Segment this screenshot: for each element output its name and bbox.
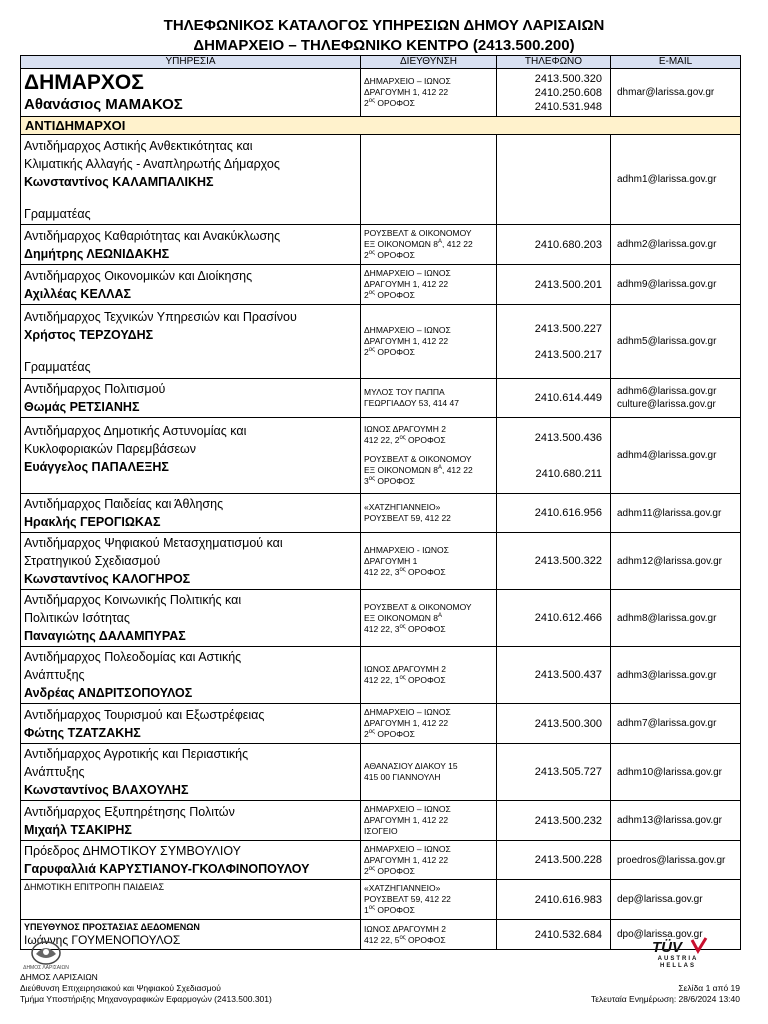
phone-number: 2413.500.320 xyxy=(534,72,602,85)
address-cell xyxy=(361,379,497,418)
email-cell xyxy=(611,135,741,225)
mayor-title: ΔΗΜΑΡΧΟΣ xyxy=(24,70,144,94)
tuv-sub1: AUSTRIA xyxy=(657,956,699,962)
address-cell xyxy=(361,647,497,704)
service-cell xyxy=(21,135,361,225)
address-floor-label: ΟΡΟΦΟΣ xyxy=(405,934,446,945)
official-name: Ιωάννης ΓΟΥΜΕΝΟΠΟΥΛΟΣ xyxy=(24,933,181,947)
phone-number: 2413.500.228 xyxy=(534,854,602,866)
last-updated: Τελευταία Ενημέρωση: 28/6/2024 13:40 xyxy=(591,994,740,1004)
ordinal-suffix: ος xyxy=(399,623,406,630)
phone-cell xyxy=(497,265,611,305)
address-floor-label: ΟΡΟΦΟΣ xyxy=(405,566,446,577)
address-cell xyxy=(361,801,497,841)
phone-cell xyxy=(497,880,611,920)
footer-org-name: ΔΗΜΟΣ ΛΑΡΙΣΑΙΩΝ xyxy=(20,972,98,982)
ordinal-suffix: ος xyxy=(368,476,375,483)
table-row xyxy=(21,225,741,265)
service-title: Αντιδήμαρχος Ψηφιακού Μετασχηματισμού και xyxy=(24,536,283,550)
ordinal-suffix: ος xyxy=(399,675,406,682)
address-line: ΔΗΜΑΡΧΕΙΟ – ΙΩΝΟΣ xyxy=(364,325,451,335)
email-cell xyxy=(611,265,741,305)
phone-number: 2413.500.232 xyxy=(534,814,602,827)
phone-number: 2413.500.322 xyxy=(534,555,602,567)
address-floor-label: ΟΡΟΦΟΣ xyxy=(405,675,446,685)
tuv-certification-logo xyxy=(648,936,712,972)
ordinal-suffix: ος xyxy=(399,934,406,941)
phone-number: 2413.500.437 xyxy=(534,669,602,681)
ordinal-suffix: ος xyxy=(368,98,375,105)
phone-number: 2413.500.201 xyxy=(534,278,602,291)
address-line xyxy=(364,239,493,250)
phone-number: 2410.680.211 xyxy=(535,467,602,480)
address-line xyxy=(364,613,493,624)
service-cell xyxy=(21,494,361,533)
ordinal-suffix: ος xyxy=(368,347,375,354)
page-number: Σελίδα 1 από 19 xyxy=(678,983,740,993)
address-line: ΡΟΥΣΒΕΛΤ & ΟΙΚΟΝΟΜΟΥ xyxy=(364,601,472,612)
address-line: ΔΗΜΑΡΧΕΙΟ – ΙΩΝΟΣ xyxy=(364,707,451,717)
address-line: ΡΟΥΣΒΕΛΤ & ΟΙΚΟΝΟΜΟΥ xyxy=(364,228,472,238)
phone-cell xyxy=(497,379,611,418)
address-floor-label: ΟΡΟΦΟΣ xyxy=(405,623,446,634)
address-line xyxy=(364,935,493,946)
service-cell xyxy=(21,379,361,418)
phone-number: 2410.680.203 xyxy=(534,238,602,251)
address-cell xyxy=(361,744,497,801)
official-name: Χρήστος ΤΕΡΖΟΥΔΗΣ xyxy=(24,327,154,342)
address-floor-label: ΟΡΟΦΟΣ xyxy=(374,98,415,108)
address-line: ΔΗΜΑΡΧΕΙΟ - ΙΩΝΟΣ xyxy=(364,544,449,555)
address-cell xyxy=(361,135,497,225)
service-title: Αντιδήμαρχος Αγροτικής και Περιαστικής xyxy=(24,747,249,761)
phone-number: 2413.500.436 xyxy=(534,431,602,444)
email-link[interactable]: adhm5@larissa.gov.gr xyxy=(617,336,717,347)
table-row xyxy=(21,379,741,418)
service-cell xyxy=(21,69,361,117)
official-name: Αχιλλέας ΚΕΛΛΑΣ xyxy=(24,286,132,301)
municipality-logo xyxy=(20,940,72,970)
email-cell xyxy=(611,801,741,841)
email-cell xyxy=(611,533,741,590)
footer-meta xyxy=(591,983,740,1005)
address-part: 412 22, 2 xyxy=(364,435,400,445)
footer-department: Διεύθυνση Επιχειρησιακού και Ψηφιακού Σχεδιασμού xyxy=(20,983,221,993)
official-name: Δημήτρης ΛΕΩΝΙΔΑΚΗΣ xyxy=(24,246,170,261)
address-cell xyxy=(361,533,497,590)
table-row xyxy=(21,533,741,590)
phone-cell xyxy=(497,135,611,225)
address-part: 412 22, 5 xyxy=(364,934,400,945)
address-line: ΔΡΑΓΟΥΜΗ 1, 412 22 xyxy=(364,336,449,346)
email-cell xyxy=(611,225,741,265)
table-row xyxy=(21,265,741,305)
address-line xyxy=(364,624,493,635)
service-cell xyxy=(21,418,361,494)
section-row xyxy=(21,117,741,135)
service-title: Αντιδήμαρχος Οικονομικών και Διοίκησης xyxy=(24,268,253,283)
table-row xyxy=(21,590,741,647)
address-line xyxy=(364,465,493,476)
service-cell xyxy=(21,265,361,305)
service-title: Αντιδήμαρχος Τεχνικών Υπηρεσιών και Πρασίνου xyxy=(24,309,297,324)
email-link[interactable]: adhm1@larissa.gov.gr xyxy=(617,174,717,185)
address-floor-label: ΟΡΟΦΟΣ xyxy=(374,865,415,876)
address-line: ΡΟΥΣΒΕΛΤ 59, 412 22 xyxy=(364,513,451,523)
official-name: Παναγιώτης ΔΑΛΑΜΠΥΡΑΣ xyxy=(24,629,186,643)
email-link[interactable]: dpo@larissa.gov.gr xyxy=(617,929,703,940)
address-line: ΔΡΑΓΟΥΜΗ 1, 412 22 xyxy=(364,87,449,97)
ordinal-suffix: ος xyxy=(368,865,375,872)
service-title: Αντιδήμαρχος Εξυπηρέτησης Πολιτών xyxy=(24,804,235,819)
service-title: Αντιδήμαρχος Καθαριότητας και Ανακύκλωσης xyxy=(24,228,281,243)
mayor-name: Αθανάσιος ΜΑΜΑΚΟΣ xyxy=(24,95,183,113)
email-link[interactable]: adhm3@larissa.gov.gr xyxy=(617,669,717,681)
email-cell xyxy=(611,590,741,647)
phone-cell xyxy=(497,920,611,950)
service-cell xyxy=(21,841,361,880)
email-link[interactable]: proedros@larissa.gov.gr xyxy=(617,854,726,866)
address-cell xyxy=(361,265,497,305)
service-cell xyxy=(21,225,361,265)
service-cell xyxy=(21,880,361,920)
secretary-label: Γραμματέας xyxy=(24,206,91,221)
document-title: ΤΗΛΕΦΩΝΙΚΟΣ ΚΑΤΑΛΟΓΟΣ ΥΠΗΡΕΣΙΩΝ ΔΗΜΟΥ ΛΑΡΙΣΑΙΩΝ xyxy=(163,17,605,34)
email-link[interactable]: adhm11@larissa.gov.gr xyxy=(617,507,722,519)
address-line xyxy=(364,866,493,877)
column-header-service: ΥΠΗΡΕΣΙΑ xyxy=(21,56,361,69)
email-cell xyxy=(611,305,741,379)
phone-cell xyxy=(497,704,611,744)
section-deputies: ΑΝΤΙΔΗΜΑΡΧΟΙ xyxy=(21,117,741,135)
address-cell xyxy=(361,305,497,379)
phone-cell xyxy=(497,533,611,590)
service-title: Ανάπτυξης xyxy=(24,668,85,682)
phone-cell xyxy=(497,69,611,117)
service-title: ΥΠΕΥΘΥΝΟΣ ΠΡΟΣΤΑΣΙΑΣ ΔΕΔΟΜΕΝΩΝ xyxy=(24,922,200,932)
email-link[interactable]: adhm2@larissa.gov.gr xyxy=(617,239,717,250)
service-title: Αντιδήμαρχος Πολιτισμού xyxy=(24,382,166,396)
service-title: Κλιματικής Αλλαγής - Αναπληρωτής Δήμαρχος xyxy=(24,156,280,171)
email-cell xyxy=(611,744,741,801)
address-line: «ΧΑΤΖΗΓΙΑΝΝΕΙΟ» xyxy=(364,883,441,893)
address-line: 415 00 ΓΙΑΝΝΟΥΛΗ xyxy=(364,772,441,782)
address-line: ΑΘΑΝΑΣΙΟΥ ΔΙΑΚΟΥ 15 xyxy=(364,761,458,771)
phone-number: 2413.500.217 xyxy=(534,348,602,361)
address-floor: 2 xyxy=(364,865,369,876)
email-link[interactable]: dhmar@larissa.gov.gr xyxy=(617,87,715,98)
ordinal-suffix: Α xyxy=(437,239,442,246)
email-link[interactable]: adhm9@larissa.gov.gr xyxy=(617,279,717,290)
address-line xyxy=(364,290,493,301)
table-row xyxy=(21,841,741,880)
address-cell xyxy=(361,880,497,920)
address-floor-label: ΟΡΟΦΟΣ xyxy=(374,729,415,739)
official-name: Μιχαήλ ΤΣΑΚΙΡΗΣ xyxy=(24,822,132,837)
email-cell xyxy=(611,704,741,744)
ordinal-suffix: Α xyxy=(437,465,442,472)
address-line xyxy=(364,347,493,358)
column-header-email: E-MAIL xyxy=(611,56,741,69)
email-cell xyxy=(611,418,741,494)
address-line xyxy=(364,729,493,740)
service-title: Κυκλοφοριακών Παρεμβάσεων xyxy=(24,441,197,456)
document-subtitle: ΔΗΜΑΡΧΕΙΟ – ΤΗΛΕΦΩΝΙΚΟ ΚΕΝΤΡΟ (2413.500.200) xyxy=(193,37,575,54)
tuv-sub2: HELLAS xyxy=(660,963,696,969)
municipality-emblem-icon xyxy=(20,940,72,970)
ordinal-suffix: ος xyxy=(368,905,375,912)
official-name: Ευάγγελος ΠΑΠΑΛΕΞΗΣ xyxy=(24,459,169,474)
address-floor: 3 xyxy=(364,476,369,486)
phone-number: 2413.505.727 xyxy=(534,766,602,778)
ordinal-suffix: ος xyxy=(399,435,406,442)
address-cell xyxy=(361,920,497,950)
address-part: , 412 22 xyxy=(441,465,473,475)
address-floor: 2 xyxy=(364,290,369,300)
phone-number: 2410.616.956 xyxy=(534,507,602,519)
email-cell xyxy=(611,880,741,920)
phone-number: 2410.250.608 xyxy=(534,86,602,99)
email-cell xyxy=(611,379,741,418)
table-row xyxy=(21,305,741,379)
email-link[interactable]: culture@larissa.gov.gr xyxy=(617,399,716,410)
address-floor: 2 xyxy=(364,729,369,739)
table-row xyxy=(21,647,741,704)
address-line: ΙΩΝΟΣ ΔΡΑΓΟΥΜΗ 2 xyxy=(364,664,446,674)
address-line: ΔΡΑΓΟΥΜΗ 1 xyxy=(364,555,418,566)
address-floor: 1 xyxy=(364,905,369,915)
service-title: Ανάπτυξης xyxy=(24,765,85,779)
address-line: ΓΕΩΡΓΙΑΔΟΥ 53, 414 47 xyxy=(364,398,459,408)
email-cell xyxy=(611,647,741,704)
address-line: ΡΟΥΣΒΕΛΤ & ΟΙΚΟΝΟΜΟΥ xyxy=(364,454,472,464)
ordinal-suffix: ος xyxy=(399,566,406,573)
table-row xyxy=(21,801,741,841)
ordinal-suffix: ος xyxy=(368,729,375,736)
phone-number: 2413.500.227 xyxy=(534,322,602,335)
table-row xyxy=(21,744,741,801)
table-row xyxy=(21,494,741,533)
address-line: ΔΡΑΓΟΥΜΗ 1, 412 22 xyxy=(364,718,449,728)
address-cell xyxy=(361,704,497,744)
email-link[interactable]: adhm10@larissa.gov.gr xyxy=(617,766,723,778)
email-link[interactable]: adhm13@larissa.gov.gr xyxy=(617,815,723,826)
service-title: Αντιδήμαρχος Πολεοδομίας και Αστικής xyxy=(24,650,242,664)
phone-cell xyxy=(497,305,611,379)
address-part: 412 22, 3 xyxy=(364,623,400,634)
service-cell xyxy=(21,744,361,801)
email-link[interactable]: dep@larissa.gov.gr xyxy=(617,894,703,905)
email-cell xyxy=(611,69,741,117)
address-line: ΔΡΑΓΟΥΜΗ 1, 412 22 xyxy=(364,815,449,825)
logo-caption: ΔΗΜΟΣ ΛΑΡΙΣΑΙΩΝ xyxy=(23,965,69,970)
address-cell xyxy=(361,494,497,533)
address-line: ΔΗΜΑΡΧΕΙΟ – ΙΩΝΟΣ xyxy=(364,268,451,278)
tuv-brand: TÜV xyxy=(652,939,682,956)
address-part: ΕΞ ΟΙΚΟΝΟΜΩΝ 8 xyxy=(364,465,438,475)
service-title: Αντιδήμαρχος Τουρισμού και Εξωστρέφειας xyxy=(24,707,265,722)
phone-number: 2410.614.449 xyxy=(534,392,602,404)
phone-cell xyxy=(497,801,611,841)
directory-table xyxy=(20,55,741,950)
address-line xyxy=(364,675,493,686)
service-title: Πολιτικών Ισότητας xyxy=(24,611,130,625)
table-header-row xyxy=(21,56,741,69)
service-title: Πρόεδρος ΔΗΜΟΤΙΚΟΥ ΣΥΜΒΟΥΛΙΟΥ xyxy=(24,844,241,858)
service-title: ΔΗΜΟΤΙΚΗ ΕΠΙΤΡΟΠΗ ΠΑΙΔΕΙΑΣ xyxy=(24,882,165,892)
official-name: Κωνσταντίνος ΚΑΛΑΜΠΑΛΙΚΗΣ xyxy=(24,174,214,189)
phone-cell xyxy=(497,647,611,704)
column-header-phone: ΤΗΛΕΦΩΝΟ xyxy=(497,56,611,69)
email-cell xyxy=(611,841,741,880)
service-title: Στρατηγικού Σχεδιασμού xyxy=(24,554,161,568)
service-title: Αντιδήμαρχος Δημοτικής Αστυνομίας και xyxy=(24,423,247,438)
address-line xyxy=(364,905,493,916)
address-part: ΕΞ ΟΙΚΟΝΟΜΩΝ 8 xyxy=(364,612,438,623)
address-cell xyxy=(361,418,497,494)
official-name: Κωνσταντίνος ΚΑΛΟΓΗΡΟΣ xyxy=(24,572,191,586)
phone-cell xyxy=(497,744,611,801)
table-row xyxy=(21,920,741,950)
address-line xyxy=(364,250,493,261)
address-line xyxy=(364,435,493,446)
address-floor-label: ΟΡΟΦΟΣ xyxy=(374,905,415,915)
address-line: ΡΟΥΣΒΕΛΤ 59, 412 22 xyxy=(364,894,451,904)
address-line xyxy=(364,567,493,578)
official-name: Κωνσταντίνος ΒΛΑΧΟΥΛΗΣ xyxy=(24,783,189,797)
address-line: ΙΩΝΟΣ ΔΡΑΓΟΥΜΗ 2 xyxy=(364,923,446,934)
address-floor-label: ΟΡΟΦΟΣ xyxy=(374,347,415,357)
email-link[interactable]: adhm6@larissa.gov.gr xyxy=(617,386,717,397)
official-name: Γαρυφαλλιά ΚΑΡΥΣΤΙΑΝΟΥ-ΓΚΟΛΦΙΝΟΠΟΥΛΟΥ xyxy=(24,862,310,876)
address-floor-label: ΟΡΟΦΟΣ xyxy=(374,290,415,300)
address-line: ΔΗΜΑΡΧΕΙΟ – ΙΩΝΟΣ xyxy=(364,804,451,814)
ordinal-suffix: Α xyxy=(437,612,442,619)
address-line: «ΧΑΤΖΗΓΙΑΝΝΕΙΟ» xyxy=(364,502,441,512)
table-row xyxy=(21,880,741,920)
table-row xyxy=(21,135,741,225)
phone-cell xyxy=(497,494,611,533)
address-cell xyxy=(361,225,497,265)
service-cell xyxy=(21,533,361,590)
table-row xyxy=(21,69,741,117)
phone-number: 2410.612.466 xyxy=(534,612,602,624)
table-row xyxy=(21,418,741,494)
service-cell xyxy=(21,305,361,379)
ordinal-suffix: ος xyxy=(368,250,375,257)
ordinal-suffix: ος xyxy=(368,290,375,297)
address-floor: 2 xyxy=(364,347,369,357)
official-name: Φώτης ΤΖΑΤΖΑΚΗΣ xyxy=(24,725,141,740)
phone-number: 2410.532.684 xyxy=(534,928,602,941)
email-link[interactable]: adhm12@larissa.gov.gr xyxy=(617,555,723,567)
address-part: 412 22, 1 xyxy=(364,675,400,685)
phone-number: 2410.616.983 xyxy=(534,893,602,906)
address-line: ΔΡΑΓΟΥΜΗ 1, 412 22 xyxy=(364,854,449,865)
address-floor-label: ΟΡΟΦΟΣ xyxy=(405,435,446,445)
secretary-label: Γραμματέας xyxy=(24,359,91,374)
address-floor: 2 xyxy=(364,250,369,260)
address-floor-label: ΟΡΟΦΟΣ xyxy=(374,476,415,486)
service-title: Αντιδήμαρχος Παιδείας και Άθλησης xyxy=(24,497,224,511)
address-line: ΔΡΑΓΟΥΜΗ 1, 412 22 xyxy=(364,279,449,289)
phone-cell xyxy=(497,418,611,494)
address-cell xyxy=(361,69,497,117)
phone-cell xyxy=(497,590,611,647)
service-cell xyxy=(21,801,361,841)
address-line: ΔΗΜΑΡΧΕΙΟ – ΙΩΝΟΣ xyxy=(364,76,451,86)
address-line: ΔΗΜΑΡΧΕΙΟ – ΙΩΝΟΣ xyxy=(364,843,451,854)
email-link[interactable]: adhm4@larissa.gov.gr xyxy=(617,450,717,461)
service-title: Αντιδήμαρχος Κοινωνικής Πολιτικής και xyxy=(24,593,242,607)
official-name: Ηρακλής ΓΕΡΟΓΙΩΚΑΣ xyxy=(24,515,161,529)
official-name: Θωμάς ΡΕΤΣΙΑΝΗΣ xyxy=(24,400,140,414)
email-link[interactable]: adhm7@larissa.gov.gr xyxy=(617,718,717,729)
address-cell xyxy=(361,590,497,647)
address-line xyxy=(364,476,493,487)
address-floor-label: ΟΡΟΦΟΣ xyxy=(374,250,415,260)
address-line: ΙΩΝΟΣ ΔΡΑΓΟΥΜΗ 2 xyxy=(364,424,446,434)
address-part: ΕΞ ΟΙΚΟΝΟΜΩΝ 8 xyxy=(364,239,438,249)
tuv-logo-icon xyxy=(648,936,712,972)
email-link[interactable]: adhm8@larissa.gov.gr xyxy=(617,612,717,624)
phone-number: 2410.531.948 xyxy=(534,100,602,113)
address-cell xyxy=(361,841,497,880)
service-cell xyxy=(21,647,361,704)
address-line xyxy=(364,98,493,109)
address-line: ΜΥΛΟΣ ΤΟΥ ΠΑΠΠΑ xyxy=(364,387,445,397)
address-floor: 2 xyxy=(364,98,369,108)
phone-cell xyxy=(497,841,611,880)
footer-org xyxy=(20,972,272,1005)
service-title: Αντιδήμαρχος Αστικής Ανθεκτικότητας και xyxy=(24,138,253,153)
column-header-address: ΔΙΕΥΘΥΝΣΗ xyxy=(361,56,497,69)
table-row xyxy=(21,704,741,744)
service-cell xyxy=(21,704,361,744)
phone-cell xyxy=(497,225,611,265)
email-cell xyxy=(611,494,741,533)
service-cell xyxy=(21,590,361,647)
official-name: Ανδρέας ΑΝΔΡΙΤΣΟΠΟΥΛΟΣ xyxy=(24,686,193,700)
address-line: ΙΣΟΓΕΙΟ xyxy=(364,826,398,836)
address-part: 412 22, 3 xyxy=(364,566,400,577)
footer-unit: Τμήμα Υποστήριξης Μηχανογραφικών Εφαρμογών (2413.500.301) xyxy=(20,994,272,1004)
phone-number: 2413.500.300 xyxy=(534,717,602,730)
address-part: , 412 22 xyxy=(441,239,473,249)
